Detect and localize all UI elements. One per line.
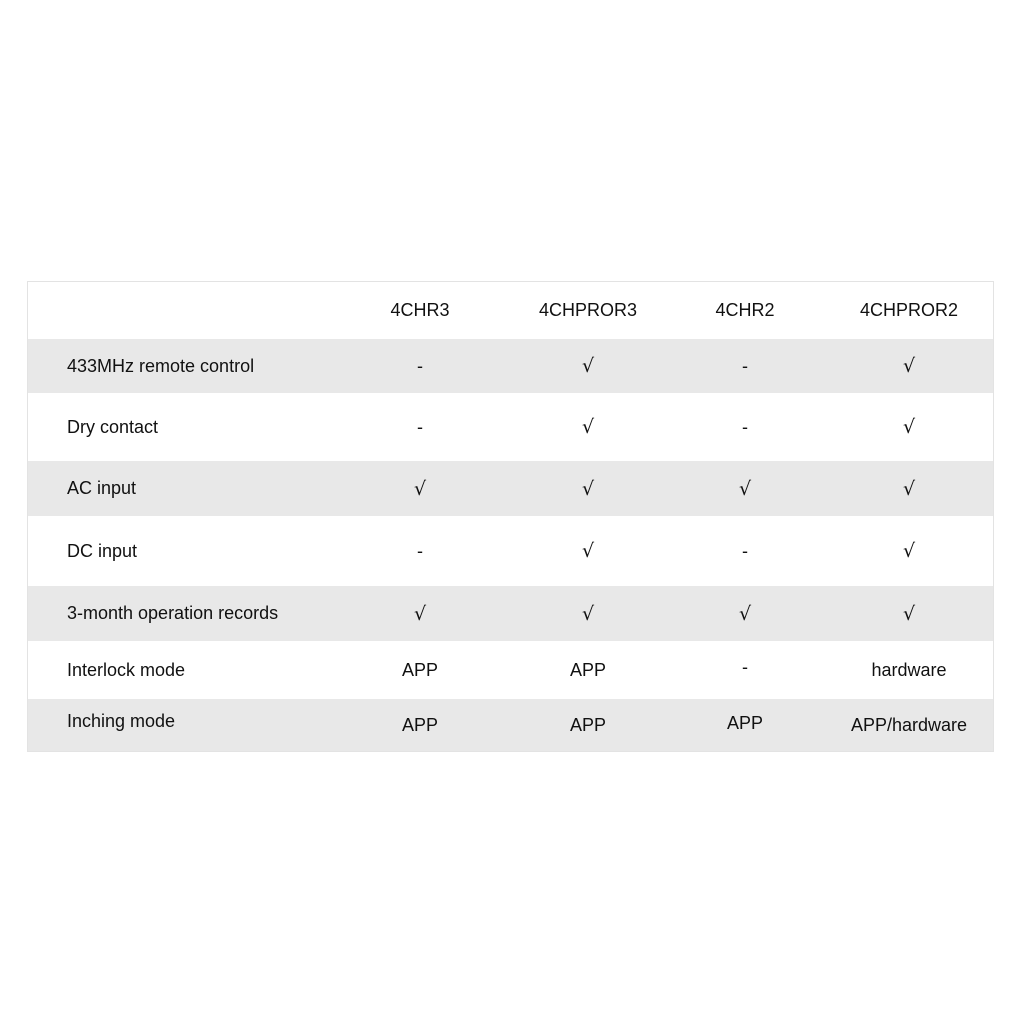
table-row	[28, 339, 993, 393]
feature-label: Inching mode	[67, 710, 176, 731]
table-cell: √	[902, 477, 916, 500]
column-header: 4CHR2	[715, 300, 775, 320]
table-cell: √	[413, 602, 427, 625]
comparison-table	[27, 281, 994, 752]
table-cell: APP	[401, 714, 439, 735]
table-cell: -	[742, 656, 748, 677]
table-row	[28, 699, 993, 751]
table-cell: -	[417, 416, 423, 437]
table-cell: √	[902, 416, 916, 438]
table-cell: APP	[569, 714, 607, 735]
table-row	[28, 393, 993, 461]
table-row	[28, 586, 993, 641]
table-cell: hardware	[871, 659, 947, 680]
table-cell: √	[902, 602, 916, 625]
table-cell: √	[738, 477, 752, 500]
table-cell: -	[742, 540, 748, 561]
table-cell: √	[581, 540, 595, 562]
column-header: 4CHPROR3	[538, 300, 638, 320]
table-cell: APP	[401, 659, 439, 680]
table-cell: -	[742, 416, 748, 437]
table-cell: √	[581, 355, 595, 377]
table-cell: -	[417, 540, 423, 561]
feature-label: Interlock mode	[67, 659, 186, 680]
table-row	[28, 461, 993, 516]
table-cell: √	[738, 602, 752, 625]
table-cell: APP	[726, 712, 764, 733]
table-header-row	[28, 282, 993, 339]
table-cell: -	[417, 355, 423, 376]
feature-label: AC input	[67, 478, 137, 498]
feature-label: DC input	[67, 540, 138, 561]
table-row	[28, 641, 993, 699]
feature-label: Dry contact	[67, 416, 159, 437]
table-cell: APP/hardware	[850, 714, 968, 735]
column-header: 4CHR3	[390, 300, 450, 320]
table-cell: √	[413, 477, 427, 500]
table-cell: √	[581, 602, 595, 625]
table-row	[28, 516, 993, 586]
feature-label: 433MHz remote control	[67, 355, 255, 376]
table-cell: √	[902, 355, 916, 377]
column-header: 4CHPROR2	[859, 300, 959, 320]
table-cell: √	[581, 416, 595, 438]
table-cell: √	[902, 540, 916, 562]
table-cell: -	[742, 355, 748, 376]
feature-label: 3-month operation records	[67, 603, 279, 623]
table-cell: √	[581, 477, 595, 500]
table-cell: APP	[569, 659, 607, 680]
